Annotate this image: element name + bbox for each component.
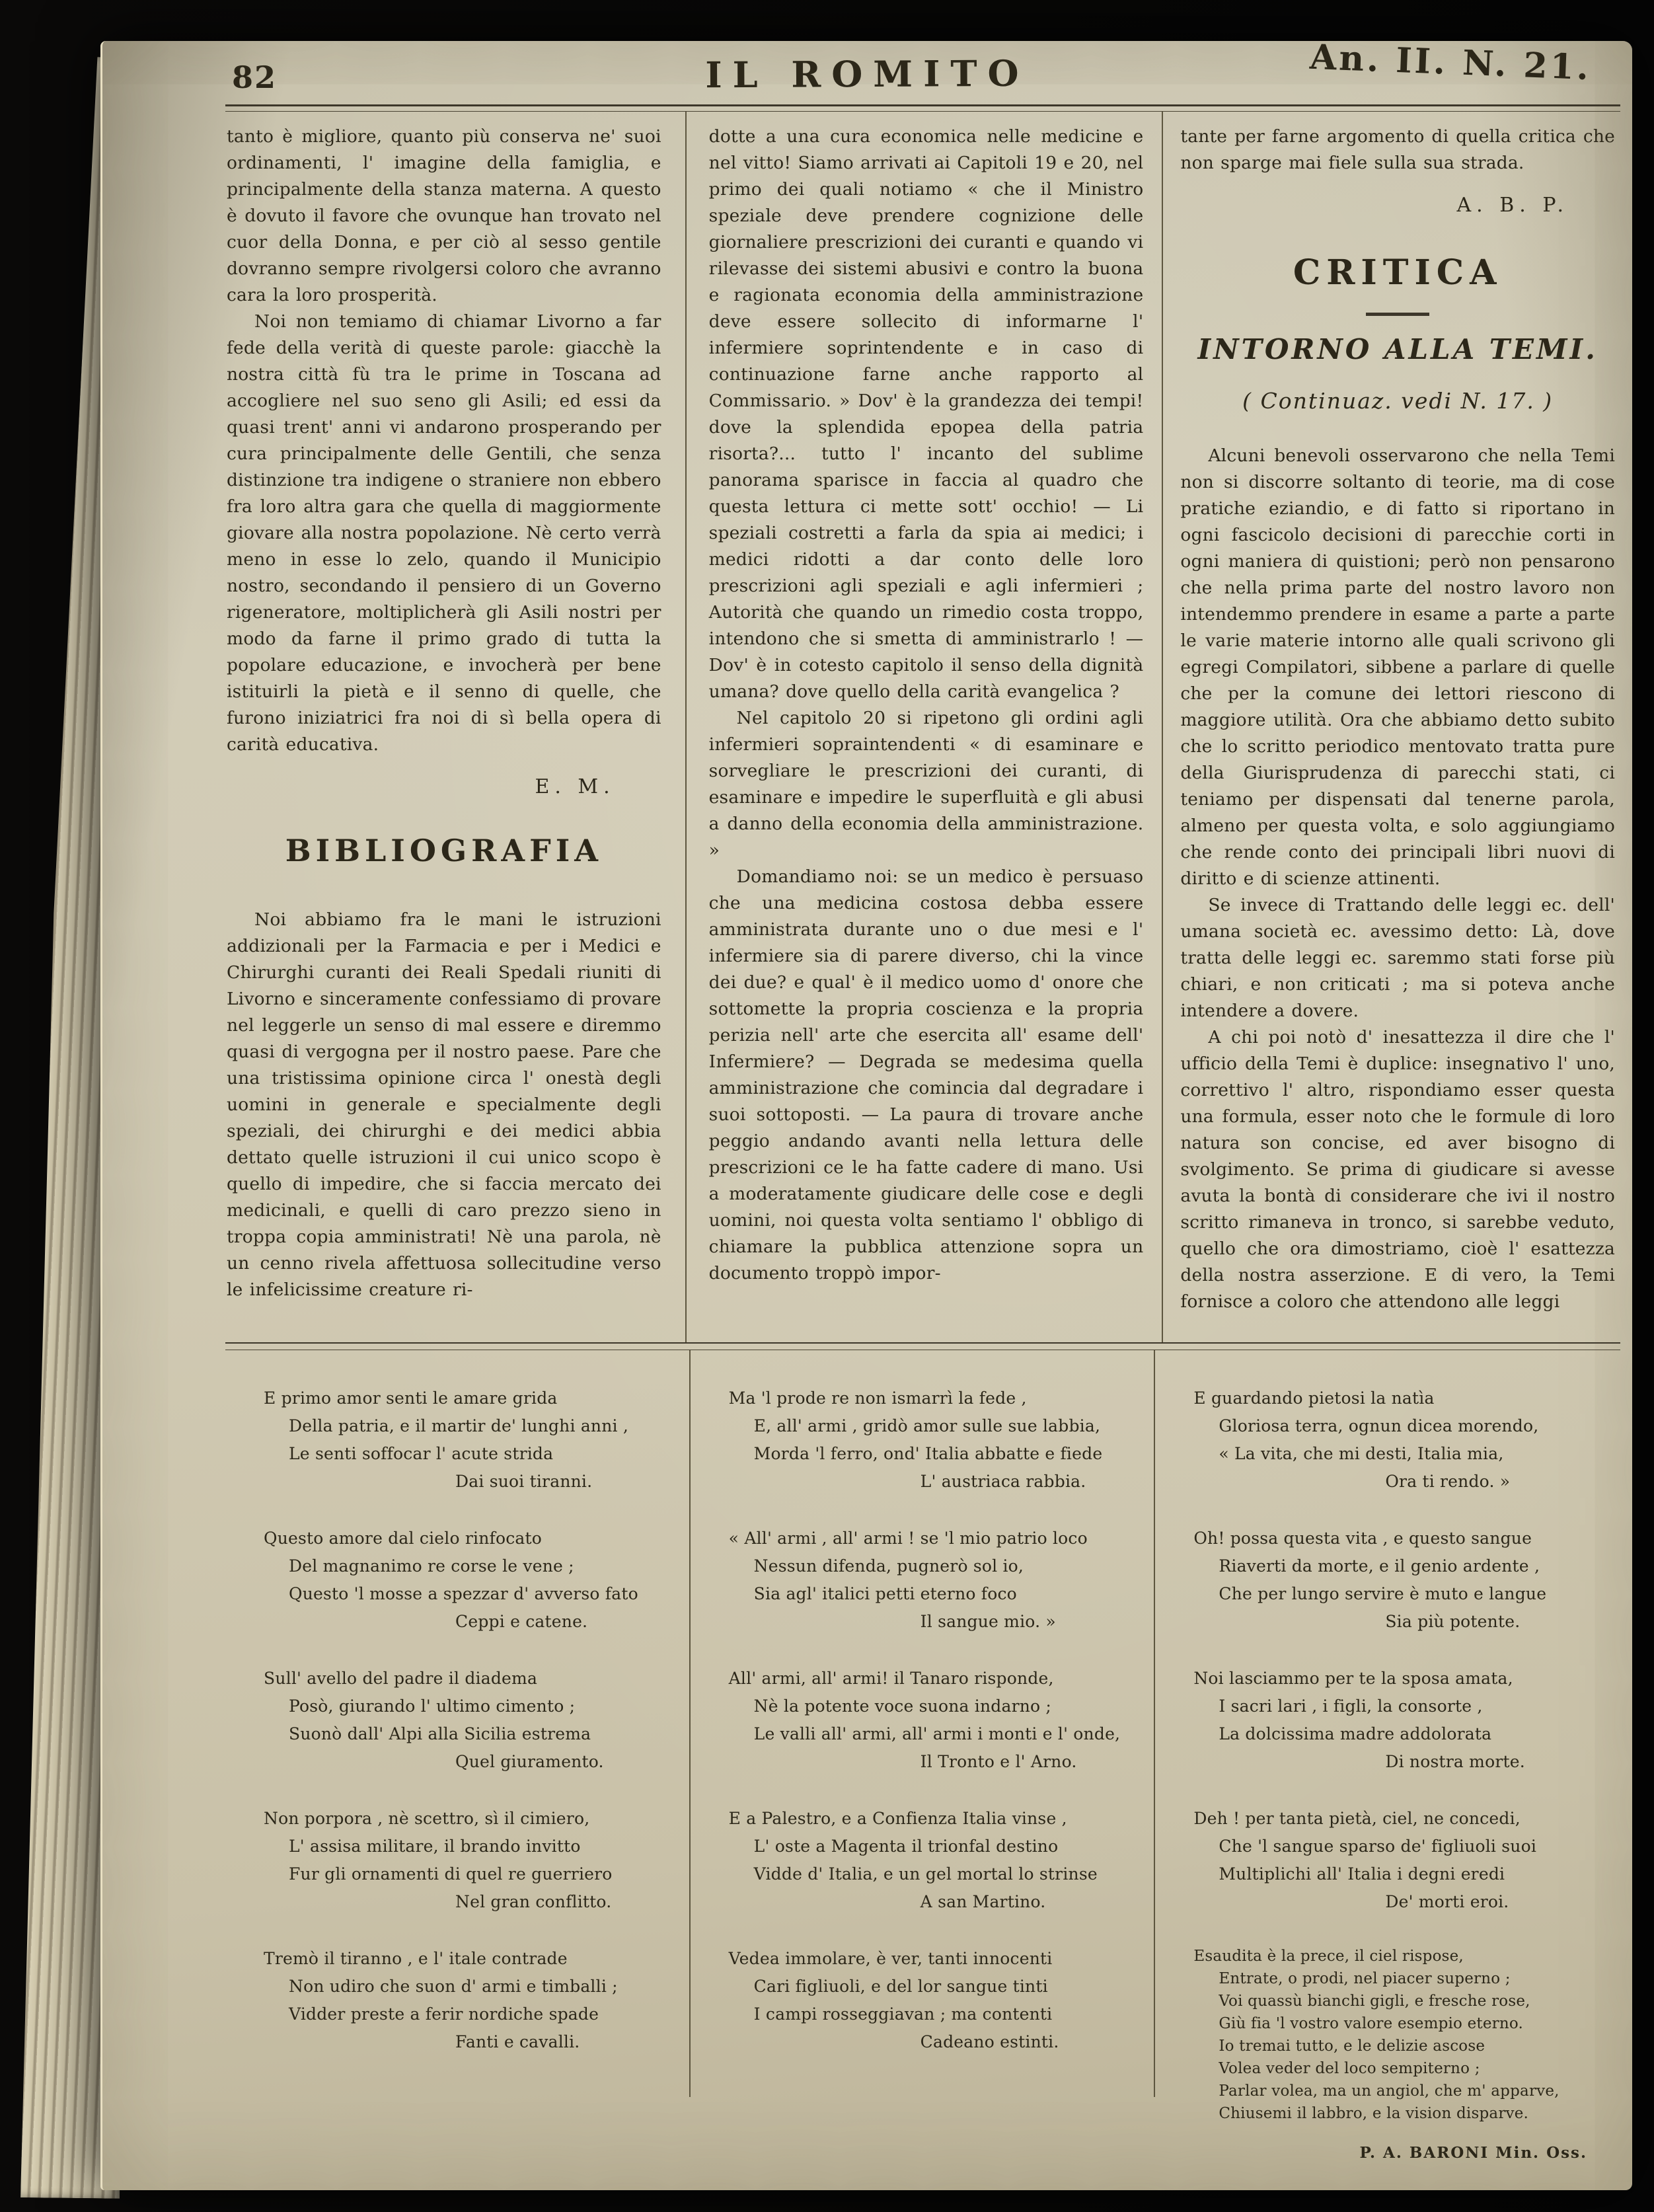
poem-line: Sia più potente. — [1385, 1612, 1521, 1631]
poem-line: Suonò dall' Alpi alla Sicilia estrema — [289, 1724, 591, 1743]
section-heading-critica: CRITICA — [1293, 252, 1503, 293]
bibliografia-article-ending — [1180, 124, 1615, 176]
poem-line: Cari figliuoli, e del lor sangue tinti — [753, 1977, 1048, 1996]
paragraph: Domandiamo noi: se un medico è persuaso che una medicina costosa debba essere amministrata durante uno o due mesi e l' infermiere sia di parere diverso, chi la vince dei due? e qual' è il medico uomo d' onore che sottomette la propria coscienza e la propria perizia nell' arte che esercita all' esame dell' Infermiere? — Degrada se medesima quella amministrazione che comincia dal degradare i suoi sottoposti. — La paura di trovare anche peggio andando avanti nella lettura delle prescrizioni ce le ha fatte cadere di mano. Usi a moderatamente giudicare delle cose e degli uomini, noi questa volta sentiamo l' obbligo di chiamare la pubblica attenzione sopra un documento troppò impor- — [708, 866, 1144, 1283]
page-header — [102, 36, 1632, 104]
poem-line: A san Martino. — [920, 1892, 1046, 1911]
poem-line: Che per lungo servire è muto e langue — [1219, 1584, 1547, 1603]
poem-line: Questo 'l mosse a spezzar d' avverso fato — [289, 1584, 638, 1603]
signature-em: E. M. — [535, 775, 615, 798]
poem-line: De' morti eroi. — [1385, 1892, 1509, 1911]
poem-line: Della patria, e il martir de' lunghi anni , — [289, 1416, 629, 1435]
page-number: 82 — [232, 59, 278, 95]
poem-line: Vedea immolare, è ver, tanti innocenti — [728, 1949, 1053, 1968]
section-heading-bibliografia: BIBLIOGRAFIA — [285, 833, 603, 868]
poem-line: E primo amor senti le amare grida — [264, 1389, 558, 1408]
poem-line: « All' armi , all' armi ! se 'l mio patrio loco — [728, 1529, 1088, 1548]
column-3 — [1163, 112, 1619, 1342]
poem-line: Vidder preste a ferir nordiche spade — [289, 2004, 599, 2024]
poem-line: Riaverti da morte, e il genio ardente , — [1219, 1556, 1540, 1576]
paragraph: Noi non temiamo di chiamar Livorno a far fede della verità di queste parole: giacchè la nostra città fù tra le prime in Toscana ad accogliere nel suo seno gli Asili; ed essi da quasi trent' anni vi andarono prosperando per cura principalmente delle Gentili, che senza distinzione tra indigene o straniere non ebbero fra loro altra gara che quella di maggiormente giovare alla nostra popolazione. Nè certo verrà meno in esse lo zelo, quando il Municipio nostro, secondando il pensiero di un Governo rigeneratore, moltiplicherà gli Asili nostri per modo da farne il primo grado di tutta la popolare educazione, e invocherà per bene istituirli la pietà e il senno di quelle, che furono iniziatrici fra noi di sì bella opera di carità educativa. — [227, 311, 661, 755]
poem-line: La dolcissima madre addolorata — [1219, 1724, 1492, 1743]
poem-column-1 — [225, 1350, 691, 2097]
poem-line: Il sangue mio. » — [920, 1612, 1056, 1631]
poem-line: Tremò il tiranno , e l' itale contrade — [264, 1949, 568, 1968]
poem-line: I campi rosseggiavan ; ma contenti — [753, 2004, 1053, 2024]
poem-line: E a Palestro, e a Confienza Italia vinse , — [728, 1809, 1067, 1828]
poem-line: Dai suoi tiranni. — [455, 1472, 593, 1491]
bibliografia-article-text — [227, 907, 661, 1303]
poetry-section — [225, 1350, 1619, 2162]
paragraph: Alcuni benevoli osservarono che nella Temi non si discorre soltanto di teorie, ma di cose pratiche eziandio, e di fatto si riportano in ogni fascicolo decisioni di parecchie corti in ogni maniera di quistioni; però non pensarono che nella prima parte del nostro lavoro non intendemmo prendere in esame a parte a parte le varie materie intorno alle quali scrivono gli egregi Compilatori, sibbene a parlare di quelle che per la comune dei lettori riescono di maggiore utilità. Ora che abbiamo detto subito che lo scritto periodico mentovato tratta pure della Giurisprudenza di parecchi stati, ci teniamo per dispensati dal tenerne parola, almeno per questa volta, e solo aggiungiamo che rende conto dei principali libri nuovi di diritto e di scienze attinenti. — [1180, 445, 1616, 889]
poem-line: Voi quassù bianchi gigli, e fresche rose, — [1219, 1993, 1530, 2010]
poem-line: « La vita, che mi desti, Italia mia, — [1219, 1444, 1504, 1463]
poem-line: Nel gran conflitto. — [455, 1892, 612, 1911]
poem-line: Ceppi e catene. — [455, 1612, 588, 1631]
poem-line: Volea veder del loco sempiterno ; — [1219, 2060, 1480, 2077]
poem-line: Di nostra morte. — [1385, 1752, 1525, 1771]
article-title-intorno-alla-temi: INTORNO ALLA TEMI. — [1197, 333, 1598, 365]
poem-line: Esaudita è la prece, il ciel rispose, — [1193, 1948, 1464, 1965]
poem-line: L' assisa militare, il brando invitto — [289, 1837, 581, 1856]
poem-line: Fanti e cavalli. — [455, 2032, 580, 2051]
critica-divider-rule — [1366, 313, 1429, 316]
column-1 — [225, 112, 687, 1342]
poem-line: Del magnanimo re corse le vene ; — [289, 1556, 574, 1576]
continuation-note: ( Continuaz. vedi N. 17. ) — [1242, 388, 1554, 414]
poem-line: Gloriosa terra, ognun dicea morendo, — [1219, 1416, 1539, 1435]
poem-line: Sull' avello del padre il diadema — [264, 1669, 538, 1688]
poem-line: Fur gli ornamenti di quel re guerriero — [289, 1864, 613, 1884]
poem-line: Oh! possa questa vita , e questo sangue — [1193, 1529, 1532, 1548]
poem-line: Questo amore dal cielo rinfocato — [264, 1529, 543, 1548]
poem-line: Multiplichi all' Italia i degni eredi — [1219, 1864, 1505, 1884]
issue-number: An. II. N. 21. — [1308, 36, 1593, 89]
paragraph: dotte a una cura economica nelle medicine e nel vitto! Siamo arrivati ai Capitoli 19 e 20, nel primo dei quali notiamo « che il Ministro speziale deve prendere cognizione delle giornaliere prescrizioni dei curanti e quando vi rilevasse dei sistemi abusivi e contro la buona e ragionata economia della amministrazione deve essere sollecito di informarne l' infermiere soprintendente e in caso di continuazione farne anche rapporto al Commissario. » Dov' è la grandezza dei tempi! dove la splendida epopea della patria risorta?... tutto l' incanto del sublime panorama sparisce in faccia al quadro che questa lettura ci mette sott' occhio! — Li speziali costretti a farla da spia ai medici; i medici ridotti a dar conto delle loro prescrizioni agli speziali e agli infermieri ; Autorità che quando un rimedio costa troppo, intendono che si smetta di amministrarlo ! — Dov' è in cotesto capitolo il senso della dignità umana? dove quello della carità evangelica ? — [708, 126, 1144, 702]
poem-line: Le valli all' armi, all' armi i monti e l' onde, — [753, 1724, 1121, 1743]
poem-line: Cadeano estinti. — [920, 2032, 1059, 2051]
paragraph: tante per farne argomento di quella critica che non sparge mai fiele sulla sua strada. — [1180, 126, 1616, 173]
poem-line: Non porpora , nè scettro, sì il cimiero, — [264, 1809, 590, 1828]
poem-line: Noi lasciammo per te la sposa amata, — [1193, 1669, 1513, 1688]
poem-line: Non udiro che suon d' armi e timballi ; — [289, 1977, 618, 1996]
poem-line: Posò, giurando l' ultimo cimento ; — [289, 1697, 576, 1716]
paragraph: Noi abbiamo fra le mani le istruzioni addizionali per la Farmacia e per i Medici e Chirurghi curanti dei Reali Spedali riuniti di Livorno e sinceramente confessiamo di provare nel leggerle un senso di mal essere e diremmo quasi di vergogna per il nostro paese. Pare che una tristissima opinione circa l' onestà degli uomini in generale e specialmente degli speziali, dei chirurghi e dei medici abbia dettato quelle istruzioni il cui unico scopo è quello di impedire, che si faccia mercato dei medicinali, e quelli di caro prezzo sieno in troppa copia amministrati! Nè una parola, nè un cenno rivela affettuosa sollecitudine verso le infelicissime creature ri- — [227, 909, 661, 1300]
poem-column-2 — [691, 1350, 1156, 2097]
poem-line: Che 'l sangue sparso de' figliuoli suoi — [1219, 1837, 1537, 1856]
column-2 — [687, 112, 1164, 1342]
asili-article-text — [227, 124, 661, 758]
poem-line: L' austriaca rabbia. — [920, 1472, 1086, 1491]
masthead-title: IL ROMITO — [705, 52, 1030, 96]
poem-line: Ora ti rendo. » — [1385, 1472, 1511, 1491]
poem-line: Entrate, o prodi, nel piacer superno ; — [1219, 1970, 1511, 1987]
poem-line: Ma 'l prode re non ismarrì la fede , — [728, 1389, 1027, 1408]
paragraph: tanto è migliore, quanto più conserva ne' suoi ordinamenti, l' imagine della famiglia, e principalmente della stanza materna. A questo è dovuto il favore che ovunque han trovato nel cuor della Donna, e per ciò al sesso gentile dovranno sempre rivolgersi coloro che avranno cara la loro prosperità. — [227, 126, 661, 305]
poem-line: L' oste a Magenta il trionfal destino — [753, 1837, 1059, 1856]
poetry-separator-rule — [225, 1342, 1620, 1350]
paragraph: Nel capitolo 20 si ripetono gli ordini agli infermieri sopraintendenti « di esaminare e sorvegliare le prescrizioni dei curanti, di esaminare e impedire le superfluità e gli abusi a danno della economia della amministrazione. » — [708, 708, 1144, 860]
poem-line: E guardando pietosi la natìa — [1193, 1389, 1435, 1408]
poem-column-3 — [1155, 1350, 1619, 2162]
poem-line: Nè la potente voce suona indarno ; — [753, 1697, 1052, 1716]
poem-line: Deh ! per tanta pietà, ciel, ne concedi, — [1193, 1809, 1521, 1828]
paragraph: Se invece di Trattando delle leggi ec. dell' umana società ec. avessimo detto: Là, dove tratta delle leggi ec. saremmo stati forse più chiari, e non criticati ; ma si poteva anche intendere a dovere. — [1180, 895, 1616, 1021]
poem-line: Chiusemi il labbro, e la vision disparve. — [1219, 2105, 1529, 2122]
poem-line: Nessun difenda, pugnerò sol io, — [753, 1556, 1024, 1576]
poem-line: I sacri lari , i figli, la consorte , — [1219, 1697, 1483, 1716]
header-rule — [225, 104, 1620, 112]
poem-line: Sia agl' italici petti eterno foco — [753, 1584, 1017, 1603]
poem-line: Le senti soffocar l' acute strida — [289, 1444, 554, 1463]
poem-line: E, all' armi , gridò amor sulle sue labbia, — [753, 1416, 1101, 1435]
newspaper-page — [100, 36, 1632, 2190]
poem-line: Parlar volea, ma un angiol, che m' apparve, — [1219, 2082, 1560, 2100]
poem-line: Io tremai tutto, e le delizie ascose — [1219, 2038, 1485, 2055]
poem-line: All' armi, all' armi! il Tanaro risponde, — [728, 1669, 1054, 1688]
poem-line: Giù fia 'l vostro valore esempio eterno. — [1219, 2015, 1524, 2032]
poem-line: P. A. BARONI Min. Oss. — [1359, 2144, 1588, 2162]
paragraph: A chi poi notò d' inesattezza il dire che l' ufficio della Temi è duplice: insegnativo l' uno, correttivo l' altro, rispondiamo esser questa una formula, esser noto che le formule di loro natura son concise, ed aver bisogno di svolgimento. Se prima di giudicare si avesse avuta la bontà di considerare che ivi il nostro scritto rimaneva in tronco, si sarebbe veduto, quello che ora dimostriamo, cioè l' esattezza della nostra asserzione. E di vero, la Temi fornisce a coloro che attendono alle leggi — [1180, 1027, 1616, 1312]
article-columns — [225, 112, 1619, 1342]
signature-abp: A. B. P. — [1456, 194, 1569, 217]
poem-line: Morda 'l ferro, ond' Italia abbatte e fiede — [753, 1444, 1103, 1463]
poem-line: Il Tronto e l' Arno. — [920, 1752, 1077, 1771]
poem-line: Quel giuramento. — [455, 1752, 604, 1771]
bibliografia-article-continuation — [709, 124, 1144, 1287]
poem-line: Vidde d' Italia, e un gel mortal lo strinse — [753, 1864, 1098, 1884]
critica-article-text — [1180, 443, 1615, 1315]
